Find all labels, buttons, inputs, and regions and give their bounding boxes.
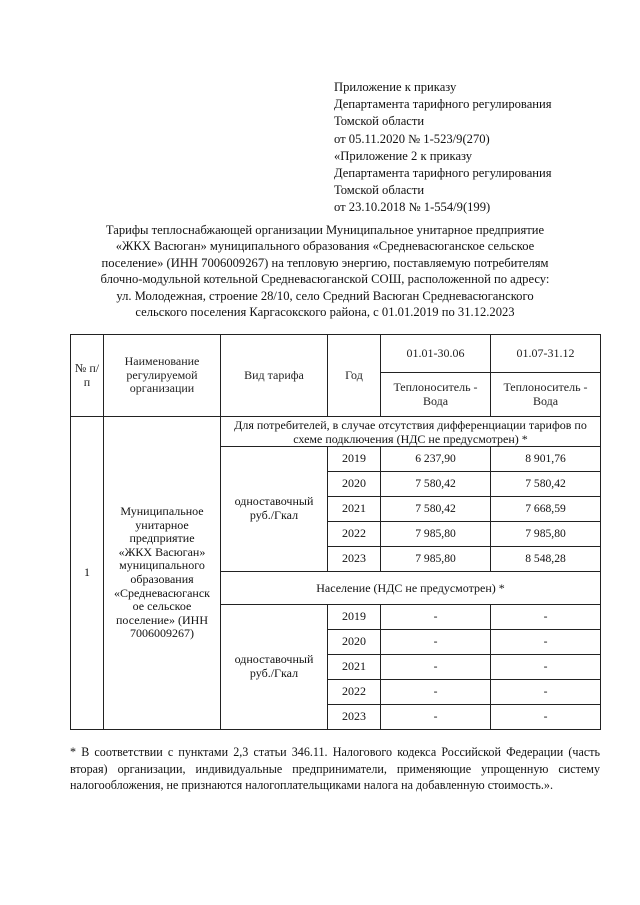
appendix-line: от 05.11.2020 № 1-523/9(270) [334,131,490,146]
tariff-value-h2: - [491,655,601,680]
header-year: Год [328,335,381,417]
title-line: ул. Молодежная, строение 28/10, село Средний Васюган Средневасюганского [116,288,534,303]
tariff-value-h1: 7 985,80 [381,547,491,572]
appendix-line: Департамента тарифного регулирования [334,166,552,181]
tariff-value-h2: 7 580,42 [491,472,601,497]
tariff-value-h2: 8 901,76 [491,447,601,472]
org-line: образования [130,572,194,586]
section-consumers-title: Для потребителей, в случае отсутствия дифференциации тарифов по схеме подключения (НДС не предусмотрен) * [221,417,601,447]
appendix-line: «Приложение 2 к приказу [334,148,473,163]
tariff-value-h1: 7 985,80 [381,522,491,547]
tariff-value-h1: 7 580,42 [381,497,491,522]
header-carrier-2: Теплоноситель - Вода [491,373,601,417]
row-number: 1 [71,417,104,730]
org-line: унитарное [135,517,189,532]
year-cell: 2019 [328,447,381,472]
appendix-line: Томской области [334,114,425,129]
appendix-header [334,79,634,217]
appendix-line: Приложение к приказу [334,80,457,94]
header-period-2: 01.07-31.12 [491,335,601,373]
org-line: Муниципальное [120,504,204,519]
tariff-table [70,334,601,730]
section-population-tariff-type: одноставочный руб./Гкал [221,605,328,730]
tariff-value-h2: - [491,680,601,705]
org-line: «ЖКХ Васюган» [118,544,206,559]
section-population-title: Население (НДС не предусмотрен) * [221,572,601,605]
org-name [104,417,221,730]
org-line: «Средневасюганск [114,585,210,600]
tariff-value-h1: - [381,605,491,630]
tariff-value-h1: 7 580,42 [381,472,491,497]
tariff-value-h1: 6 237,90 [381,447,491,472]
title-line: «ЖКХ Васюган» муниципального образования «Средневасюганское сельское [115,239,535,254]
title-line: сельского поселения Каргасокского района, с 01.01.2019 по 31.12.2023 [135,305,515,320]
org-line: поселение» (ИНН [116,612,208,627]
year-cell: 2021 [328,655,381,680]
year-cell: 2023 [328,705,381,730]
year-cell: 2023 [328,547,381,572]
tariff-value-h2: 7 985,80 [491,522,601,547]
header-period-1: 01.01-30.06 [381,335,491,373]
tariff-value-h2: - [491,630,601,655]
tariff-value-h1: - [381,655,491,680]
year-cell: 2022 [328,680,381,705]
org-line: ое сельское [132,599,192,614]
header-num: № п/п [71,335,104,417]
tariff-value-h1: - [381,705,491,730]
appendix-line: от 23.10.2018 № 1-554/9(199) [334,200,491,215]
title-line: Тарифы теплоснабжающей организации Муниципальное унитарное предприятие [105,223,545,237]
year-cell: 2021 [328,497,381,522]
title-line: поселение» (ИНН 7006009267) на тепловую энергию, поставляемую потребителям [101,255,549,270]
year-cell: 2022 [328,522,381,547]
section-consumers-tariff-type: одноставочный руб./Гкал [221,447,328,572]
document-title [60,222,590,320]
appendix-line: Томской области [334,183,425,198]
tariff-value-h1: - [381,680,491,705]
title-line: блочно-модульной котельной Средневасюганской СОШ, расположенной по адресу: [100,272,550,287]
tariff-value-h2: - [491,605,601,630]
tariff-value-h1: - [381,630,491,655]
tariff-value-h2: 8 548,28 [491,547,601,572]
year-cell: 2020 [328,630,381,655]
header-tariff-type: Вид тарифа [221,335,328,417]
year-cell: 2020 [328,472,381,497]
tariff-value-h2: - [491,705,601,730]
tariff-value-h2: 7 668,59 [491,497,601,522]
appendix-line: Департамента тарифного регулирования [334,97,552,112]
org-line: 7006009267) [130,626,194,641]
org-line: предприятие [129,531,195,546]
footnote: * В соответствии с пунктами 2,3 статьи 346.11. Налогового кодекса Российской Федерации (часть вторая) организации, индивидуальные предприниматели, применяющие упрощенную систему налогообложения, не признаются налогоплательщиками налога на добавленную стоимость.». [70,745,600,793]
org-line: муниципального [119,558,205,573]
header-carrier-1: Теплоноситель - Вода [381,373,491,417]
year-cell: 2019 [328,605,381,630]
header-org: Наименование регулируемой организации [104,335,221,417]
